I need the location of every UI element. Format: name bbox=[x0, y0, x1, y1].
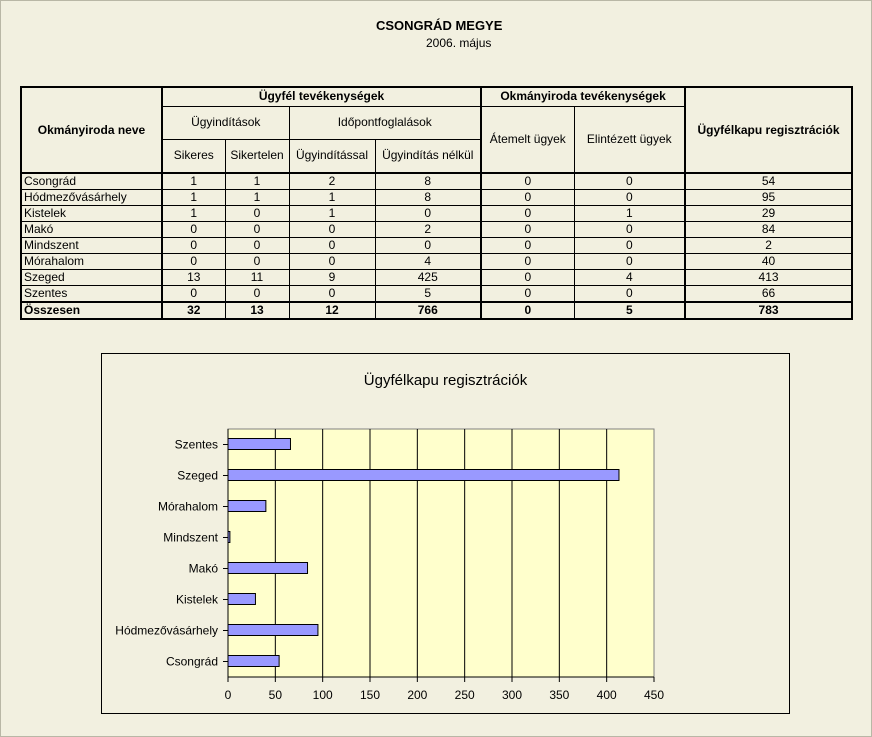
value-cell: 54 bbox=[685, 173, 852, 190]
x-tick-label: 400 bbox=[596, 688, 617, 702]
value-cell: 1 bbox=[225, 173, 289, 190]
category-label: Csongrád bbox=[165, 654, 218, 669]
value-cell: 0 bbox=[225, 206, 289, 222]
table-row bbox=[21, 238, 852, 254]
total-value-cell: 783 bbox=[685, 302, 852, 319]
registrations-chart bbox=[101, 353, 790, 714]
total-value-cell: 5 bbox=[574, 302, 685, 319]
value-cell: 0 bbox=[289, 254, 375, 270]
header-appointments: Időpontfoglalások bbox=[289, 106, 481, 139]
value-cell: 0 bbox=[481, 206, 574, 222]
bar-mindszent bbox=[228, 532, 230, 543]
value-cell: 1 bbox=[225, 190, 289, 206]
value-cell: 0 bbox=[225, 254, 289, 270]
value-cell: 1 bbox=[574, 206, 685, 222]
value-cell: 9 bbox=[289, 270, 375, 286]
table-body bbox=[21, 173, 852, 319]
value-cell: 0 bbox=[481, 190, 574, 206]
bar-mórahalom bbox=[228, 501, 266, 512]
page-title: CSONGRÁD MEGYE bbox=[376, 18, 503, 33]
table-row bbox=[21, 190, 852, 206]
value-cell: 0 bbox=[289, 238, 375, 254]
value-cell: 0 bbox=[162, 238, 225, 254]
value-cell: 0 bbox=[481, 254, 574, 270]
bar-szentes bbox=[228, 439, 290, 450]
value-cell: 0 bbox=[225, 238, 289, 254]
value-cell: 0 bbox=[375, 238, 481, 254]
total-value-cell: 766 bbox=[375, 302, 481, 319]
header-office-activities: Okmányiroda tevékenységek bbox=[481, 87, 685, 106]
value-cell: 84 bbox=[685, 222, 852, 238]
header-initiations: Ügyindítások bbox=[162, 106, 289, 139]
value-cell: 0 bbox=[574, 222, 685, 238]
header-fail: Sikertelen bbox=[225, 139, 289, 173]
table-row bbox=[21, 173, 852, 190]
x-tick-label: 250 bbox=[454, 688, 475, 702]
x-tick-label: 0 bbox=[224, 688, 232, 702]
category-label: Makó bbox=[188, 561, 218, 576]
header-office-name: Okmányiroda neve bbox=[21, 87, 162, 173]
value-cell: 2 bbox=[685, 238, 852, 254]
value-cell: 1 bbox=[289, 190, 375, 206]
value-cell: 1 bbox=[162, 206, 225, 222]
value-cell: 8 bbox=[375, 173, 481, 190]
value-cell: 0 bbox=[574, 190, 685, 206]
table-row bbox=[21, 254, 852, 270]
value-cell: 0 bbox=[574, 254, 685, 270]
total-row bbox=[21, 302, 852, 319]
x-tick-label: 200 bbox=[407, 688, 428, 702]
chart-title: Ügyfélkapu regisztrációk bbox=[363, 372, 528, 389]
value-cell: 0 bbox=[225, 286, 289, 303]
bar-kistelek bbox=[228, 594, 255, 605]
bar-csongrád bbox=[228, 656, 279, 667]
value-cell: 13 bbox=[162, 270, 225, 286]
office-name-cell: Mindszent bbox=[21, 238, 162, 254]
value-cell: 0 bbox=[162, 222, 225, 238]
office-name-cell: Kistelek bbox=[21, 206, 162, 222]
value-cell: 425 bbox=[375, 270, 481, 286]
value-cell: 1 bbox=[162, 173, 225, 190]
table-row bbox=[21, 270, 852, 286]
bar-hódmezővásárhely bbox=[228, 625, 318, 636]
header-success: Sikeres bbox=[162, 139, 225, 173]
value-cell: 40 bbox=[685, 254, 852, 270]
bar-makó bbox=[228, 563, 308, 574]
value-cell: 4 bbox=[375, 254, 481, 270]
value-cell: 0 bbox=[481, 286, 574, 303]
value-cell: 413 bbox=[685, 270, 852, 286]
plot-area bbox=[228, 429, 654, 677]
bar-szeged bbox=[228, 470, 619, 481]
category-label: Kistelek bbox=[175, 592, 218, 607]
value-cell: 0 bbox=[162, 286, 225, 303]
header-registrations: Ügyfélkapu regisztrációk bbox=[685, 87, 852, 173]
header-transferred: Átemelt ügyek bbox=[481, 106, 574, 173]
value-cell: 8 bbox=[375, 190, 481, 206]
value-cell: 5 bbox=[375, 286, 481, 303]
value-cell: 0 bbox=[225, 222, 289, 238]
page-subtitle: 2006. május bbox=[426, 36, 492, 50]
office-name-cell: Szentes bbox=[21, 286, 162, 303]
x-tick-label: 350 bbox=[549, 688, 570, 702]
total-value-cell: 13 bbox=[225, 302, 289, 319]
value-cell: 1 bbox=[289, 206, 375, 222]
value-cell: 66 bbox=[685, 286, 852, 303]
office-name-cell: Hódmezővásárhely bbox=[21, 190, 162, 206]
x-tick-label: 100 bbox=[312, 688, 333, 702]
x-tick-label: 50 bbox=[268, 688, 283, 702]
table-row bbox=[21, 222, 852, 238]
office-name-cell: Szeged bbox=[21, 270, 162, 286]
category-label: Mindszent bbox=[163, 530, 218, 545]
value-cell: 2 bbox=[375, 222, 481, 238]
statistics-table bbox=[20, 86, 853, 320]
value-cell: 11 bbox=[225, 270, 289, 286]
value-cell: 4 bbox=[574, 270, 685, 286]
value-cell: 0 bbox=[481, 238, 574, 254]
x-tick-label: 450 bbox=[643, 688, 665, 702]
value-cell: 0 bbox=[375, 206, 481, 222]
header-client-activities: Ügyfél tevékenységek bbox=[162, 87, 481, 106]
table-row bbox=[21, 286, 852, 303]
value-cell: 0 bbox=[574, 286, 685, 303]
value-cell: 0 bbox=[289, 286, 375, 303]
office-name-cell: Mórahalom bbox=[21, 254, 162, 270]
total-label-cell: Összesen bbox=[21, 302, 162, 319]
value-cell: 0 bbox=[574, 238, 685, 254]
category-label: Szeged bbox=[177, 468, 218, 483]
header-completed: Elintézett ügyek bbox=[574, 106, 685, 173]
value-cell: 0 bbox=[162, 254, 225, 270]
header-with-initiation: Ügyindítással bbox=[289, 139, 375, 173]
office-name-cell: Csongrád bbox=[21, 173, 162, 190]
category-label: Szentes bbox=[174, 437, 218, 452]
value-cell: 0 bbox=[481, 173, 574, 190]
value-cell: 95 bbox=[685, 190, 852, 206]
office-name-cell: Makó bbox=[21, 222, 162, 238]
x-tick-label: 300 bbox=[501, 688, 523, 702]
value-cell: 0 bbox=[481, 222, 574, 238]
value-cell: 1 bbox=[162, 190, 225, 206]
x-tick-label: 150 bbox=[359, 688, 381, 702]
value-cell: 29 bbox=[685, 206, 852, 222]
value-cell: 0 bbox=[481, 270, 574, 286]
total-value-cell: 0 bbox=[481, 302, 574, 319]
value-cell: 2 bbox=[289, 173, 375, 190]
category-label: Mórahalom bbox=[157, 499, 218, 514]
value-cell: 0 bbox=[574, 173, 685, 190]
value-cell: 0 bbox=[289, 222, 375, 238]
category-label: Hódmezővásárhely bbox=[115, 623, 218, 638]
total-value-cell: 32 bbox=[162, 302, 225, 319]
table-row bbox=[21, 206, 852, 222]
total-value-cell: 12 bbox=[289, 302, 375, 319]
header-without-initiation: Ügyindítás nélkül bbox=[375, 139, 481, 173]
chart-plot bbox=[102, 354, 789, 713]
